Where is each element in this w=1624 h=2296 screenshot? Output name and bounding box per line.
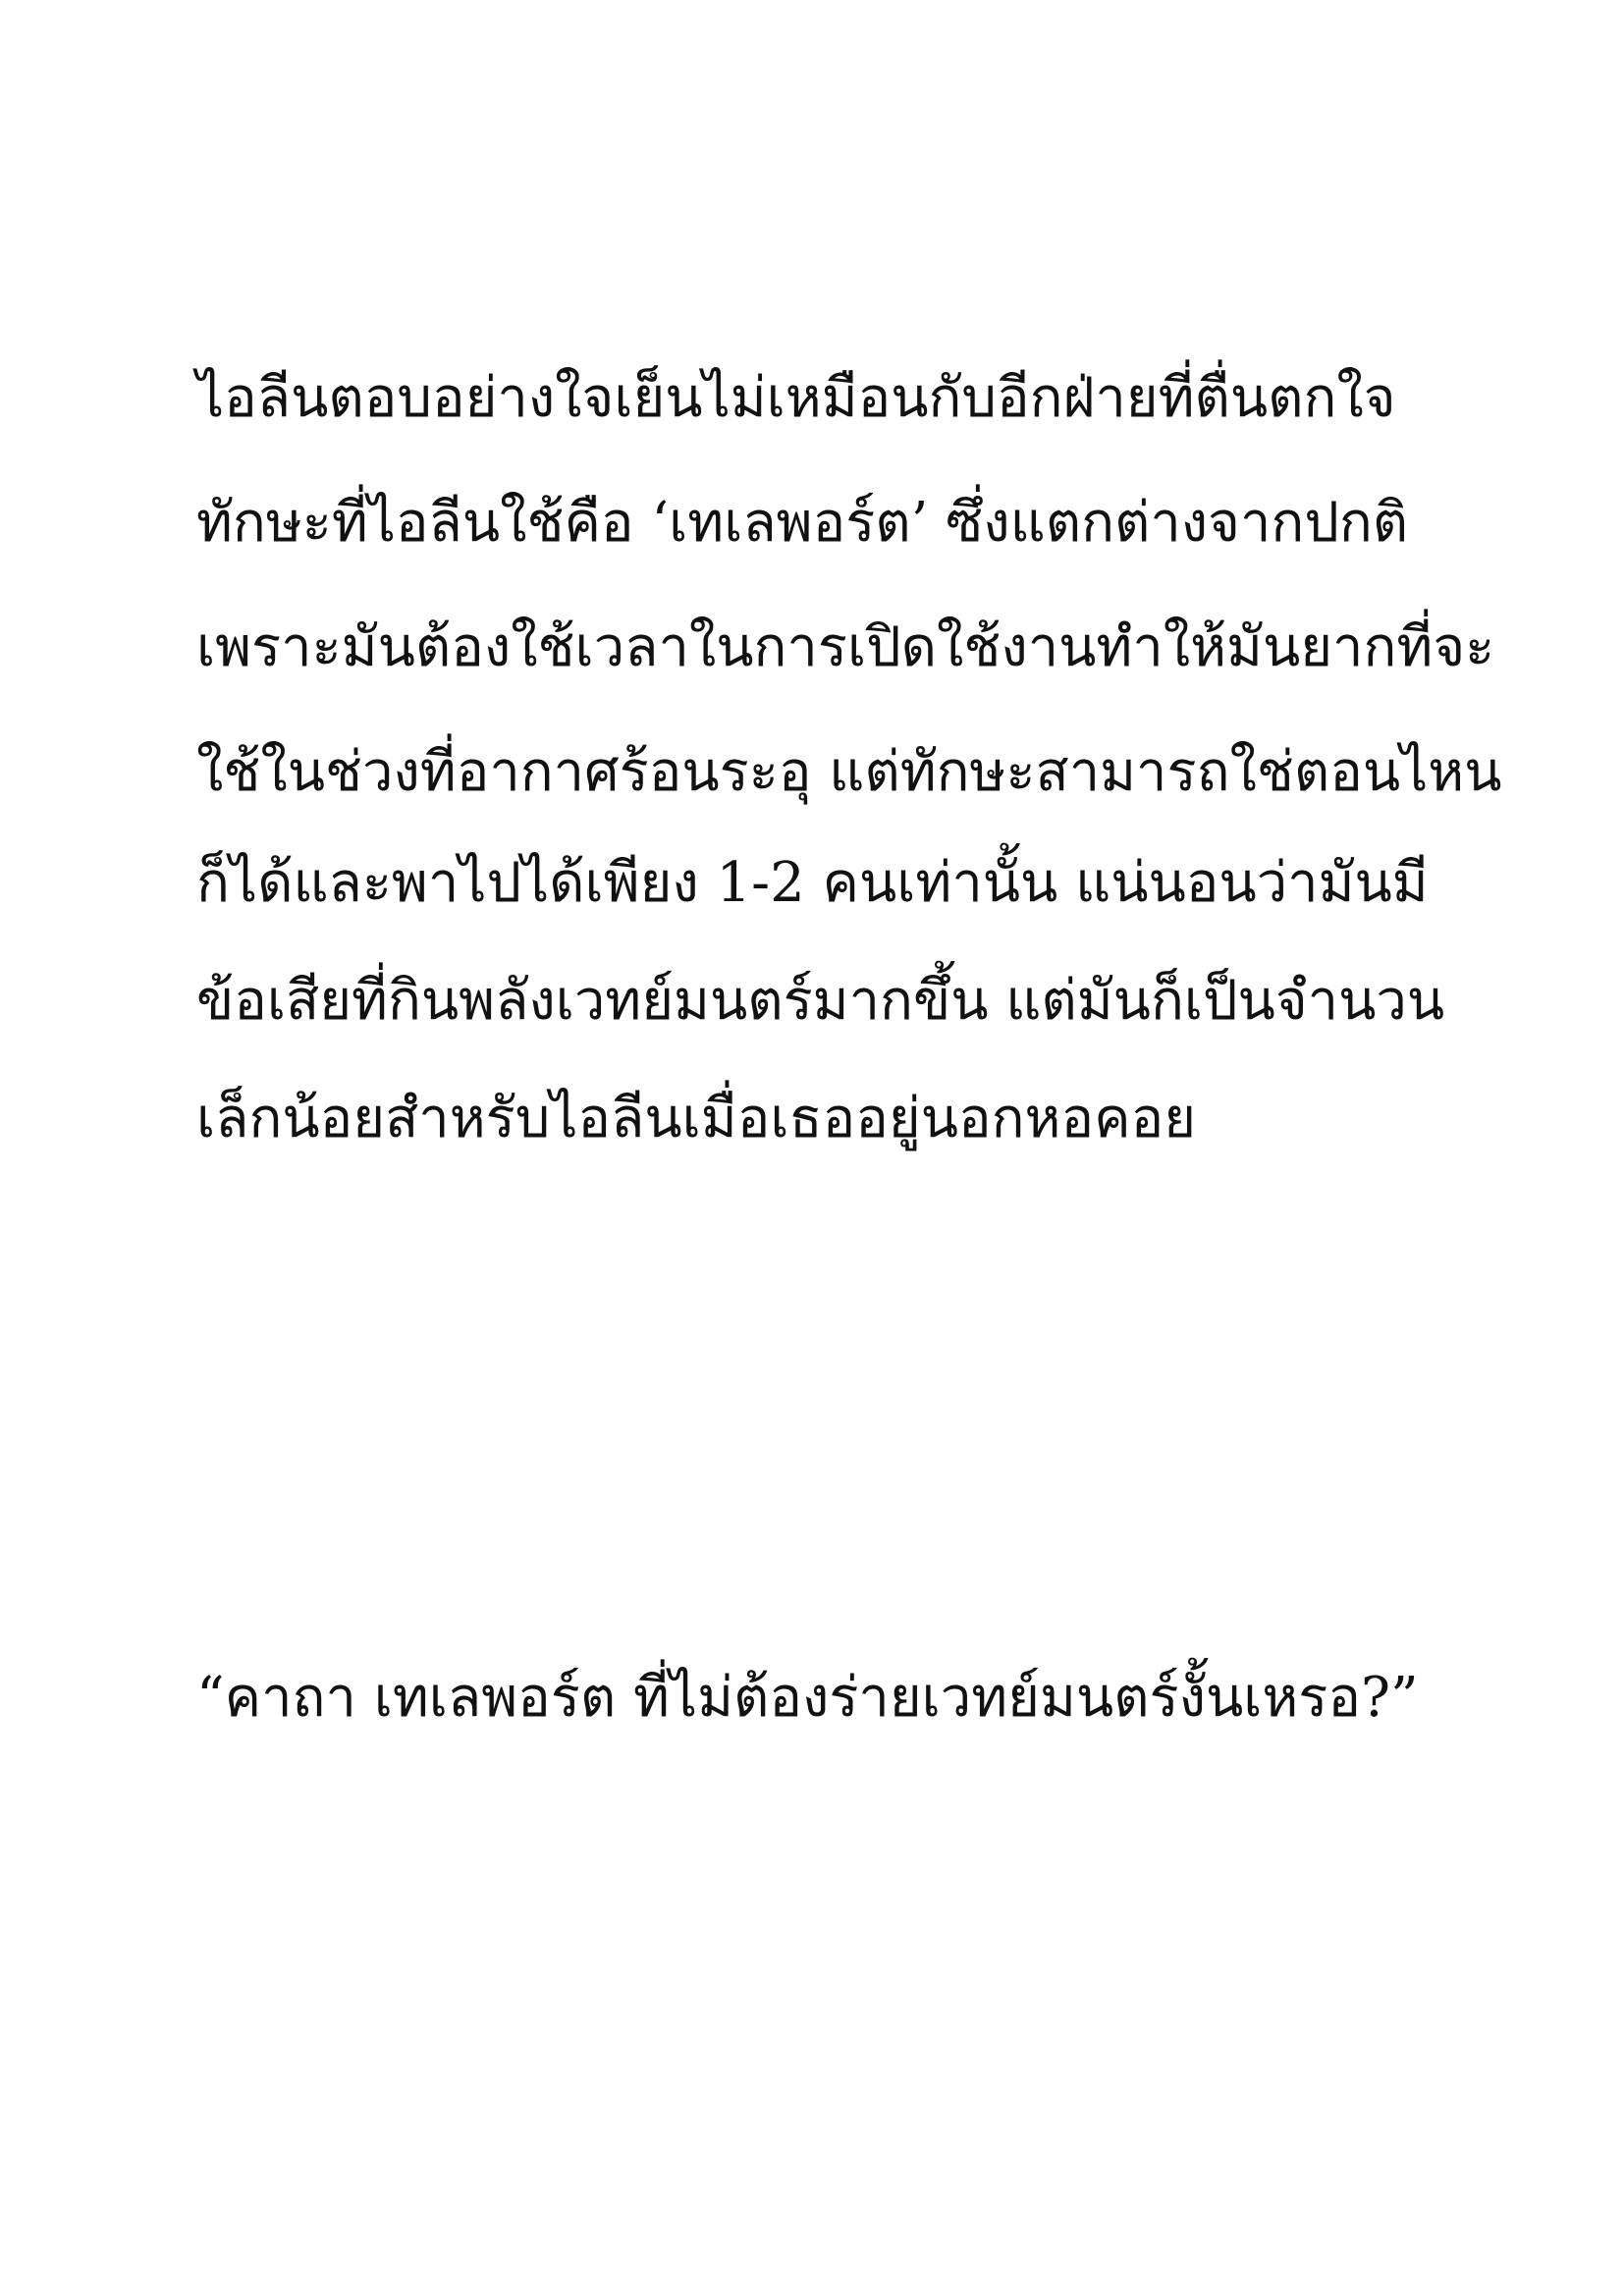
paragraph-line: ก็ได้และพาไปได้เพียง 1-2 คนเท่านั้น แน่นอนว่ามันมี (196, 851, 1429, 915)
paragraph-line: ไอลีนตอบอย่างใจเย็นไม่เหมือนกับอีกฝ่ายที่ตื่นตกใจ (196, 366, 1396, 430)
paragraph-line: ใช้ในช่วงที่อากาศร้อนระอุ แต่ทักษะสามารถใช่ตอนไหน (196, 740, 1502, 804)
dialogue-line: “คาถา เทเลพอร์ต ที่ไม่ต้องร่ายเวทย์มนตร์งั้นเหรอ?” (196, 1666, 1419, 1730)
paragraph-line: เพราะมันต้องใช้เวลาในการเปิดใช้งานทำให้มันยากที่จะ (196, 615, 1495, 679)
paragraph-line: ทักษะที่ไอลีนใช้คือ ‘เทเลพอร์ต’ ซึ่งแตกต่างจากปกติ (196, 491, 1409, 555)
paragraph-line: เล็กน้อยสำหรับไอลีนเมื่อเธออยู่นอกหอคอย (196, 1087, 1197, 1150)
paragraph-line: ข้อเสียที่กินพลังเวทย์มนตร์มากขึ้น แต่มันก็เป็นจำนวน (196, 969, 1445, 1033)
